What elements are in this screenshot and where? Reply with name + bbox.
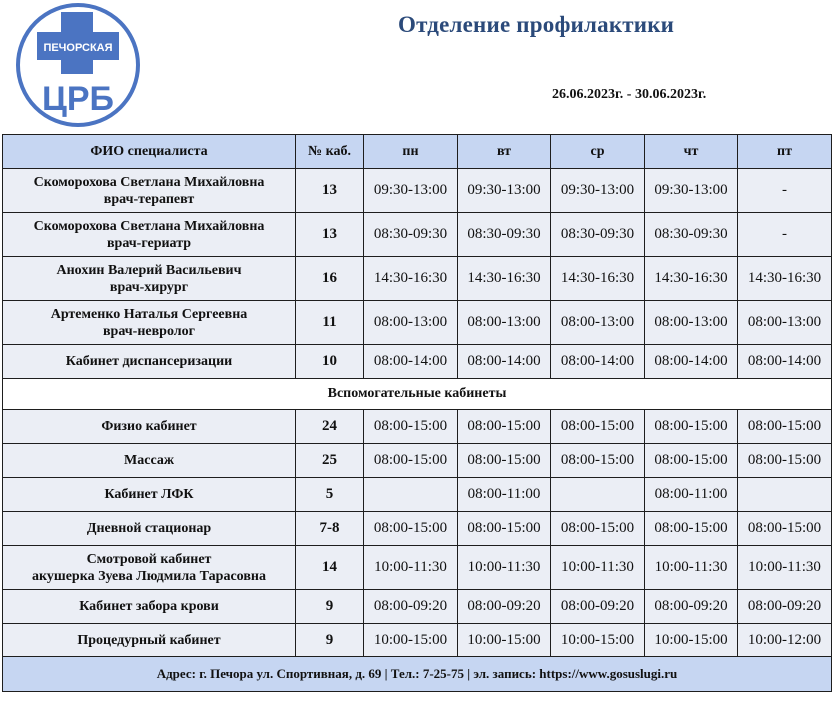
time-slot: 08:00-13:00 xyxy=(738,301,832,345)
specialist-name xyxy=(3,257,296,301)
table-row xyxy=(3,624,832,657)
time-slot: 08:00-13:00 xyxy=(364,301,458,345)
time-slot: 08:00-13:00 xyxy=(551,301,645,345)
header-name: ФИО специалиста xyxy=(3,135,296,169)
time-slot: 10:00-15:00 xyxy=(551,624,645,657)
table-row xyxy=(3,478,832,512)
specialist-name-line: врач-гериатр xyxy=(106,235,192,251)
time-slot: 09:30-13:00 xyxy=(645,169,738,213)
table-row xyxy=(3,345,832,379)
specialist-name-line: Физио кабинет xyxy=(101,419,197,434)
time-slot xyxy=(738,478,832,512)
time-slot: 10:00-15:00 xyxy=(458,624,551,657)
time-slot: 10:00-15:00 xyxy=(645,624,738,657)
time-slot: 08:00-11:00 xyxy=(645,478,738,512)
specialist-name xyxy=(3,301,296,345)
table-row xyxy=(3,546,832,590)
time-slot: 08:30-09:30 xyxy=(551,213,645,257)
header-day: ср xyxy=(551,135,645,169)
table-row xyxy=(3,257,832,301)
time-slot: 08:00-14:00 xyxy=(364,345,458,379)
specialist-name-line: Смотровой кабинет xyxy=(86,551,212,567)
specialist-name-line: Кабинет забора крови xyxy=(79,599,219,614)
schedule-table xyxy=(2,134,832,692)
time-slot: 08:00-15:00 xyxy=(645,410,738,444)
time-slot: 08:00-14:00 xyxy=(738,345,832,379)
room-number: 10 xyxy=(296,345,364,379)
time-slot: 08:30-09:30 xyxy=(364,213,458,257)
specialist-name-line: Скоморохова Светлана Михайловна xyxy=(33,218,265,234)
room-number: 13 xyxy=(296,213,364,257)
time-slot: 08:00-15:00 xyxy=(551,444,645,478)
time-slot: 08:00-15:00 xyxy=(551,410,645,444)
time-slot: 08:00-15:00 xyxy=(458,444,551,478)
room-number: 5 xyxy=(296,478,364,512)
time-slot: 08:00-15:00 xyxy=(364,444,458,478)
time-slot: 08:00-15:00 xyxy=(645,444,738,478)
time-slot: 08:00-15:00 xyxy=(551,512,645,546)
time-slot: 10:00-11:30 xyxy=(738,546,832,590)
time-slot: 08:00-09:20 xyxy=(738,590,832,624)
header-row xyxy=(3,135,832,169)
time-slot: 08:00-15:00 xyxy=(364,410,458,444)
time-slot: 14:30-16:30 xyxy=(364,257,458,301)
time-slot: 08:00-15:00 xyxy=(738,410,832,444)
specialist-name-line: врач-невролог xyxy=(103,323,195,339)
specialist-name-line: врач-хирург xyxy=(109,279,189,295)
header-room: № каб. xyxy=(296,135,364,169)
table-row xyxy=(3,169,832,213)
specialist-name xyxy=(3,624,296,657)
specialist-name xyxy=(3,512,296,546)
time-slot: 10:00-11:30 xyxy=(364,546,458,590)
time-slot: 10:00-11:30 xyxy=(458,546,551,590)
specialist-name xyxy=(3,444,296,478)
room-number: 16 xyxy=(296,257,364,301)
specialist-name-line: Скоморохова Светлана Михайловна xyxy=(33,174,265,190)
specialist-name-line: Дневной стационар xyxy=(86,521,212,536)
time-slot: 09:30-13:00 xyxy=(364,169,458,213)
specialist-name-line: Процедурный кабинет xyxy=(77,632,221,648)
table-row xyxy=(3,301,832,345)
specialist-name-line: Артеменко Наталья Сергеевна xyxy=(50,306,248,322)
time-slot: 08:00-11:00 xyxy=(458,478,551,512)
hospital-logo xyxy=(9,2,147,128)
room-number: 9 xyxy=(296,590,364,624)
specialist-name-line: Кабинет ЛФК xyxy=(104,487,194,502)
time-slot: 08:00-13:00 xyxy=(645,301,738,345)
room-number: 14 xyxy=(296,546,364,590)
specialist-name-line: акушерка Зуева Людмила Тарасовна xyxy=(32,568,266,584)
specialist-name-line: врач-терапевт xyxy=(103,191,195,207)
specialist-name-line: Анохин Валерий Васильевич xyxy=(56,262,242,278)
logo-bottom-text: ЦРБ xyxy=(42,80,114,118)
logo-top-text: ПЕЧОРСКАЯ xyxy=(43,42,113,54)
time-slot: 08:30-09:30 xyxy=(458,213,551,257)
time-slot: 10:00-15:00 xyxy=(364,624,458,657)
header-day: вт xyxy=(458,135,551,169)
table-row xyxy=(3,444,832,478)
time-slot: 10:00-11:30 xyxy=(645,546,738,590)
time-slot xyxy=(364,478,458,512)
time-slot: 09:30-13:00 xyxy=(551,169,645,213)
time-slot: - xyxy=(738,213,832,257)
room-number: 13 xyxy=(296,169,364,213)
time-slot: 08:00-14:00 xyxy=(551,345,645,379)
footer-contacts: Адрес: г. Печора ул. Спортивная, д. 69 | Тел.: 7-25-75 | эл. запись: https://www.gosuslugi.ru xyxy=(3,657,832,692)
time-slot: - xyxy=(738,169,832,213)
specialist-name xyxy=(3,478,296,512)
specialist-name xyxy=(3,345,296,379)
header-day: пт xyxy=(738,135,832,169)
room-number: 7-8 xyxy=(296,512,364,546)
section-row xyxy=(3,379,832,410)
time-slot: 09:30-13:00 xyxy=(458,169,551,213)
time-slot xyxy=(551,478,645,512)
time-slot: 08:00-15:00 xyxy=(364,512,458,546)
table-row xyxy=(3,213,832,257)
time-slot: 08:00-14:00 xyxy=(458,345,551,379)
footer-row xyxy=(3,657,832,692)
specialist-name xyxy=(3,410,296,444)
room-number: 9 xyxy=(296,624,364,657)
room-number: 11 xyxy=(296,301,364,345)
time-slot: 08:00-09:20 xyxy=(551,590,645,624)
room-number: 24 xyxy=(296,410,364,444)
time-slot: 08:00-09:20 xyxy=(364,590,458,624)
time-slot: 08:00-09:20 xyxy=(458,590,551,624)
specialist-name xyxy=(3,546,296,590)
time-slot: 14:30-16:30 xyxy=(738,257,832,301)
section-title: Вспомогательные кабинеты xyxy=(3,379,832,410)
specialist-name-line: Массаж xyxy=(124,453,174,468)
table-row xyxy=(3,410,832,444)
room-number: 25 xyxy=(296,444,364,478)
specialist-name xyxy=(3,590,296,624)
header-day: чт xyxy=(645,135,738,169)
time-slot: 08:00-09:20 xyxy=(645,590,738,624)
time-slot: 08:00-14:00 xyxy=(645,345,738,379)
time-slot: 10:00-12:00 xyxy=(738,624,832,657)
time-slot: 14:30-16:30 xyxy=(458,257,551,301)
time-slot: 10:00-11:30 xyxy=(551,546,645,590)
time-slot: 14:30-16:30 xyxy=(551,257,645,301)
time-slot: 08:00-15:00 xyxy=(645,512,738,546)
time-slot: 08:00-13:00 xyxy=(458,301,551,345)
specialist-name xyxy=(3,213,296,257)
page-title: Отделение профилактики xyxy=(398,12,675,37)
time-slot: 08:00-15:00 xyxy=(738,444,832,478)
specialist-name-line: Кабинет диспансеризации xyxy=(65,354,233,369)
time-slot: 14:30-16:30 xyxy=(645,257,738,301)
time-slot: 08:00-15:00 xyxy=(458,512,551,546)
time-slot: 08:00-15:00 xyxy=(738,512,832,546)
time-slot: 08:00-15:00 xyxy=(458,410,551,444)
table-row xyxy=(3,512,832,546)
table-row xyxy=(3,590,832,624)
time-slot: 08:30-09:30 xyxy=(645,213,738,257)
date-range: 26.06.2023г. - 30.06.2023г. xyxy=(552,87,707,102)
header-day: пн xyxy=(364,135,458,169)
specialist-name xyxy=(3,169,296,213)
